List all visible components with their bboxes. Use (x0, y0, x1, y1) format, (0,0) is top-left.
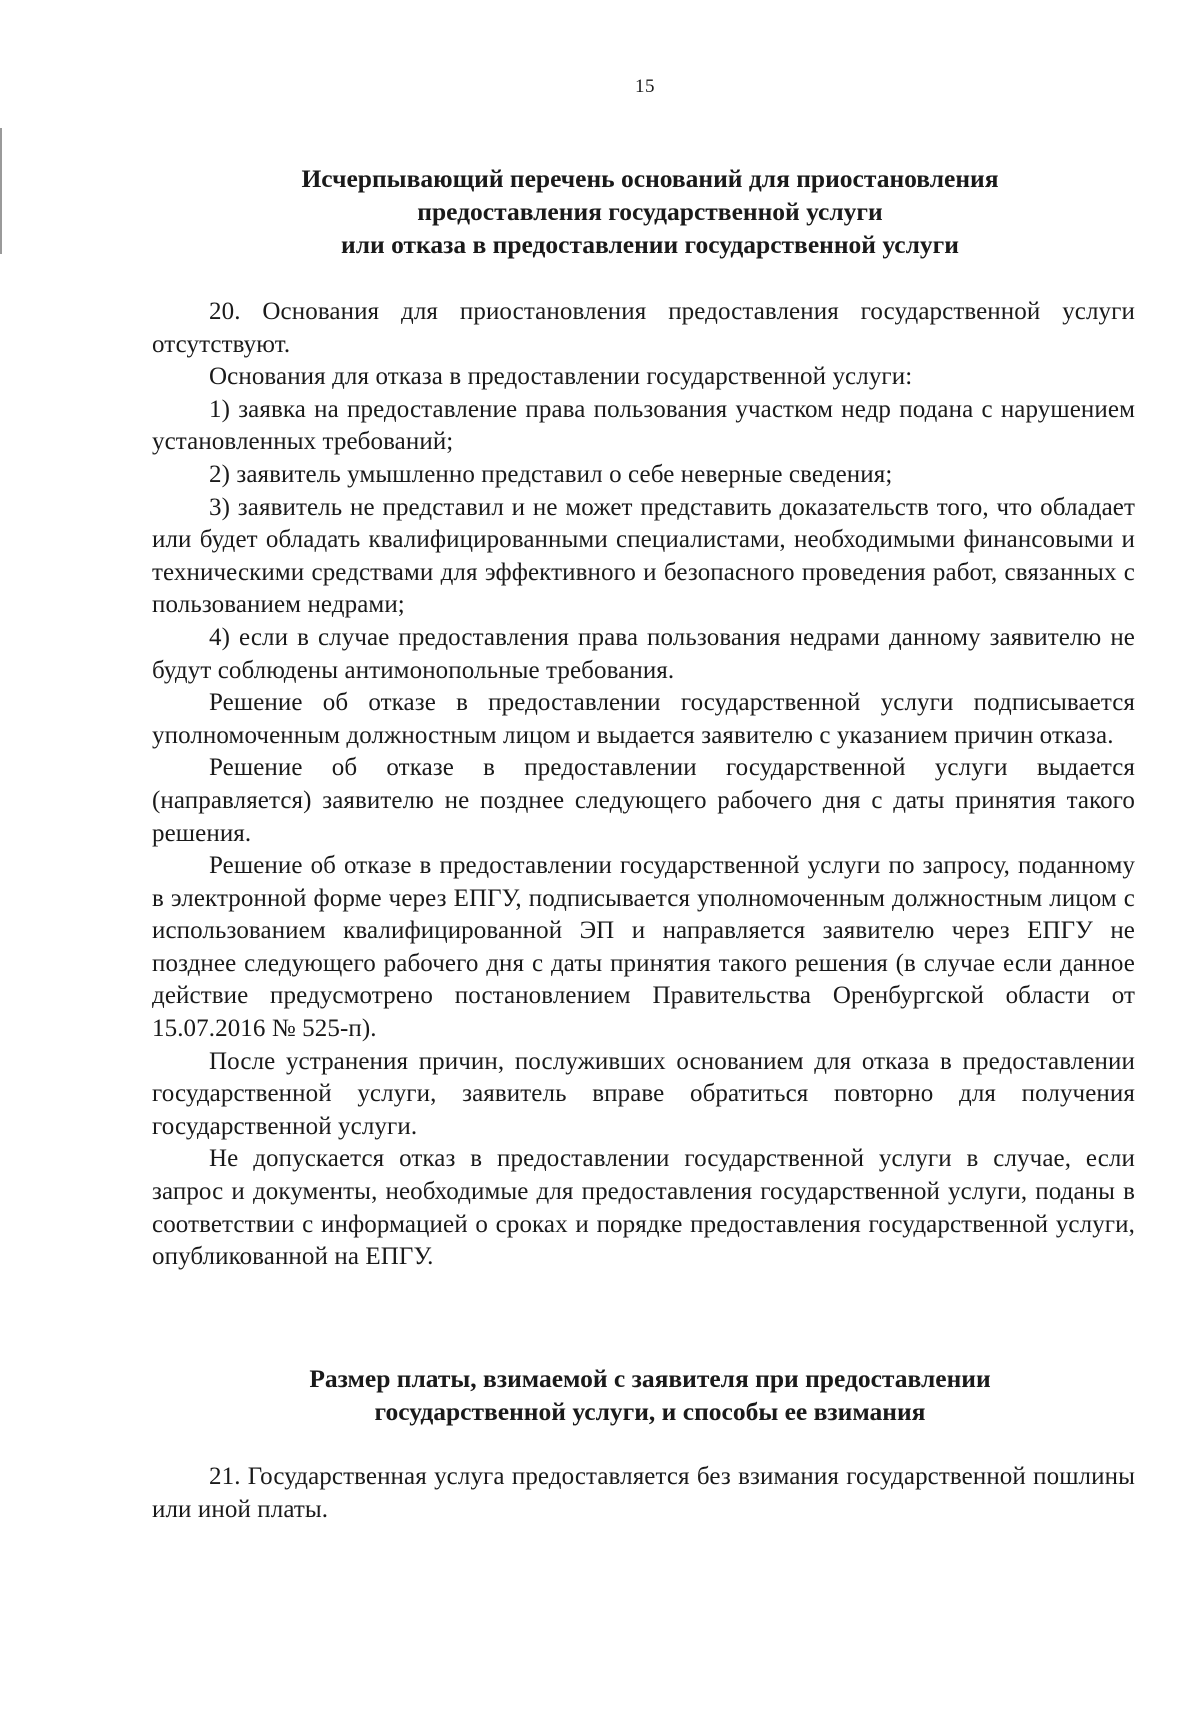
list-item-4: 4) если в случае предоставления права пользования недрами данному заявителю не будут соблюдены антимонопольные требования. (152, 623, 1135, 684)
paragraph-21: 21. Государственная услуга предоставляется без взимания государственной пошлины или иной платы. (152, 1463, 1135, 1523)
paragraph-20: 20. Основания для приостановления предоставления государственной услуги отсутствуют. (152, 298, 1135, 358)
heading-line: предоставления государственной услуги (417, 197, 883, 226)
section-body-grounds-for-refusal (152, 296, 1135, 1274)
section-heading-fees (150, 1362, 1150, 1428)
paragraph-refusal-issuance: Решение об отказе в предоставлении государственной услуги выдается (направляется) заявителю не позднее следующего рабочего дня с даты принятия такого решения. (152, 754, 1135, 847)
heading-line: Исчерпывающий перечень оснований для приостановления (301, 164, 999, 193)
section-heading-grounds-for-refusal (150, 162, 1150, 261)
paragraph-reapplication: После устранения причин, послуживших основанием для отказа в предоставлении государственной услуги, заявитель вправе обратиться повторно для получения государственной услуги. (152, 1047, 1135, 1140)
heading-line: Размер платы, взимаемой с заявителя при предоставлении (309, 1364, 991, 1393)
paragraph-refusal-not-allowed: Не допускается отказ в предоставлении государственной услуги в случае, если запрос и документы, необходимые для предоставления государственной услуги, поданы в соответствии с информацией о сроках и порядке предоставления государственной услуги, опубликованной на ЕПГУ. (152, 1145, 1135, 1271)
heading-line: государственной услуги, и способы ее взимания (374, 1397, 926, 1426)
list-item-1: 1) заявка на предоставление права пользования участком недр подана с нарушением установленных требований; (152, 395, 1135, 456)
list-item-3: 3) заявитель не представил и не может представить доказательств того, что обладает или будет обладать квалифицированными специалистами, необходимыми финансовыми и техническими средствами для эффективного и безопасного проведения работ, связанных с пользованием недрами; (152, 493, 1135, 619)
heading-line: или отказа в предоставлении государственной услуги (341, 230, 959, 259)
paragraph-refusal-grounds-intro: Основания для отказа в предоставлении государственной услуги: (209, 363, 913, 391)
page-number: 15 (635, 76, 655, 97)
list-item-2: 2) заявитель умышленно представил о себе неверные сведения; (209, 460, 893, 488)
paragraph-refusal-signing: Решение об отказе в предоставлении государственной услуги подписывается уполномоченным должностным лицом и выдается заявителю с указанием причин отказа. (152, 689, 1135, 749)
section-body-fees (152, 1461, 1135, 1526)
paragraph-refusal-electronic: Решение об отказе в предоставлении государственной услуги по запросу, поданному в электронной форме через ЕПГУ, подписывается уполномоченным должностным лицом с использованием квалифицированной ЭП и направляется заявителю через ЕПГУ не позднее следующего рабочего дня с даты принятия такого решения (в случае если данное действие предусмотрено постановлением Правительства Оренбургской области от 15.07.2016 № 525-п). (152, 852, 1135, 1043)
scan-edge-mark (0, 128, 2, 254)
